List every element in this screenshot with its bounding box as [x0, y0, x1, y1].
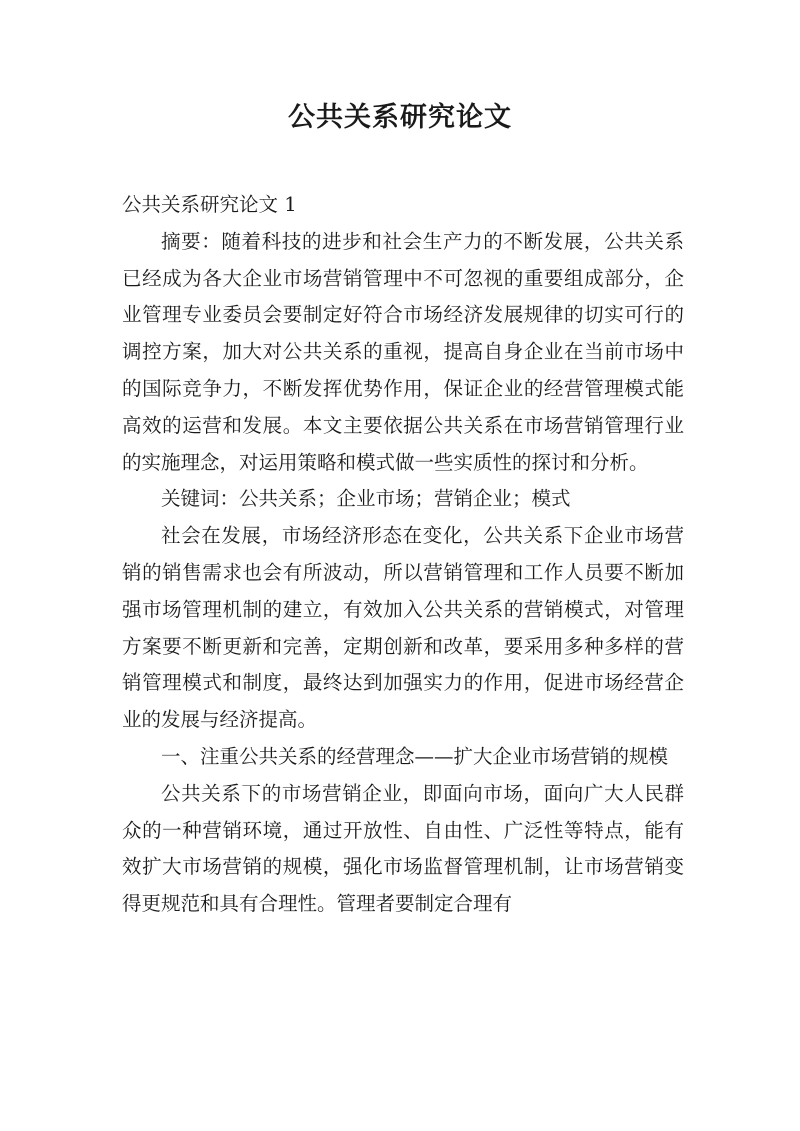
intro-paragraph: 社会在发展，市场经济形态在变化，公共关系下企业市场营销的销售需求也会有所波动，所以营销管理和工作人员要不断加强市场管理机制的建立，有效加入公共关系的营销模式，对管理方案要不断更新和完善，定期创新和改革，要采用多种多样的营销管理模式和制度，最终达到加强实力的作用，促进市场经营企业的发展与经济提高。 [122, 524, 684, 732]
subsection-heading: 一、注重公共关系的经营理念——扩大企业市场营销的规模 [161, 744, 669, 768]
keywords-paragraph: 关键词：公共关系；企业市场；营销企业；模式 [161, 487, 571, 511]
section-heading: 公共关系研究论文 1 [122, 193, 297, 216]
document-title: 公共关系研究论文 [288, 102, 512, 133]
document-body [122, 187, 684, 923]
body-paragraph: 公共关系下的市场营销企业，即面向市场，面向广大人民群众的一种营销环境，通过开放性、自由性、广泛性等特点，能有效扩大市场营销的规模，强化市场监督管理机制，让市场营销变得更规范和具有合理性。管理者要制定合理有 [122, 781, 684, 916]
abstract-paragraph: 摘要：随着科技的进步和社会生产力的不断发展，公共关系已经成为各大企业市场营销管理中不可忽视的重要组成部分，企业管理专业委员会要制定好符合市场经济发展规律的切实可行的调控方案，加大对公共关系的重视，提高自身企业在当前市场中的国际竞争力，不断发挥优势作用，保证企业的经营管理模式能高效的运营和发展。本文主要依据公共关系在市场营销管理行业的实施理念，对运用策略和模式做一些实质性的探讨和分析。 [122, 229, 684, 474]
